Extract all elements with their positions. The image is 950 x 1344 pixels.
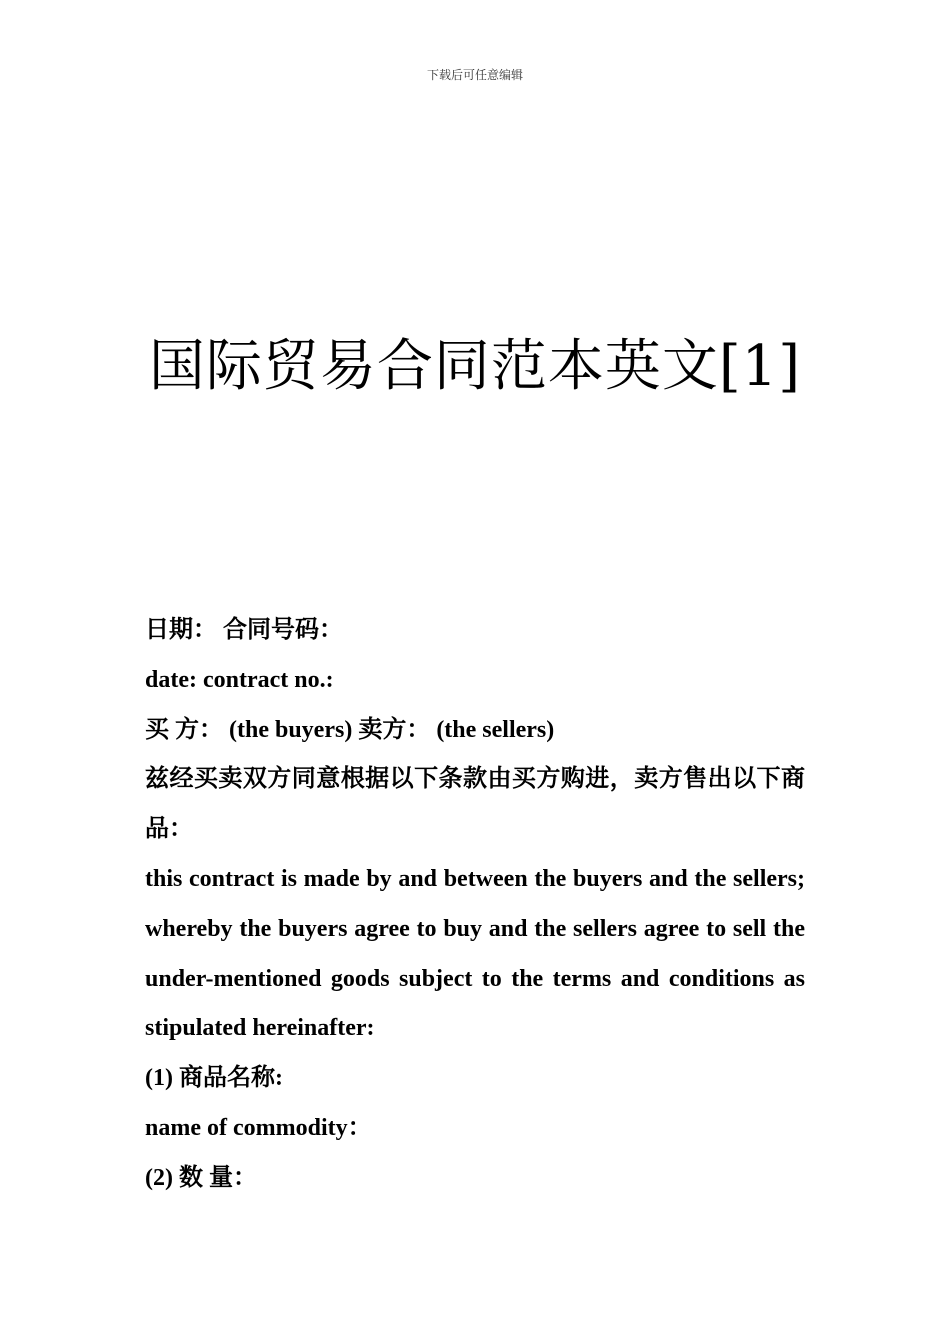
agreement-paragraph-en: this contract is made by and between the buyers and the sellers; whereby the buyers agree to buy and the sellers agree to sell the under-mentioned goods subject to the terms and conditions as stipulated hereinafter:	[145, 865, 805, 1042]
quantity-heading: (2) 数 量：	[145, 1164, 257, 1191]
page-header: 下载后可任意编辑	[426, 68, 523, 82]
document-title: 国际贸易合同范本英文[1]	[148, 334, 802, 399]
commodity-name-heading: (1) 商品名称:	[145, 1065, 283, 1092]
document-body	[145, 606, 805, 1204]
date-contract-no-en: date: contract no.:	[145, 666, 334, 693]
date-contract-no-zh: 日期： 合同号码：	[145, 617, 343, 643]
commodity-name-en: name of commodity：	[145, 1114, 372, 1141]
buyer-seller-line: 买 方： (the buyers) 卖方： (the sellers)	[145, 716, 555, 743]
agreement-paragraph-zh: 兹经买卖双方同意根据以下条款由买方购进，卖方售出以下商品：	[145, 766, 805, 843]
